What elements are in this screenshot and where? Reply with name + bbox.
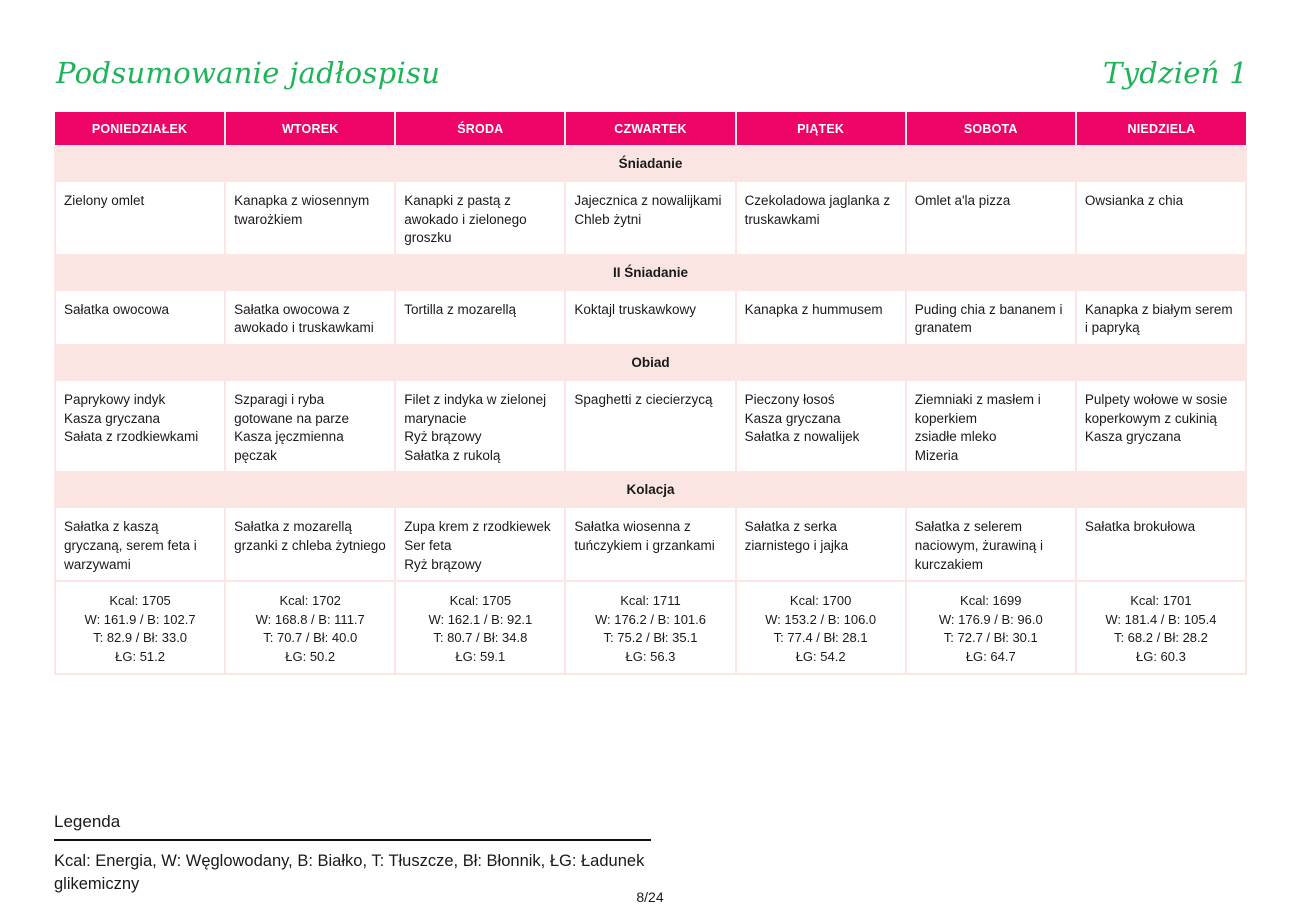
dish-line: zsiadłe mleko	[914, 429, 997, 445]
nutrition-line: Kcal: 1711	[620, 593, 681, 609]
dish-line: Kanapki z pastą z	[404, 193, 511, 208]
dish-line: Spaghetti z ciecierzycą	[574, 391, 713, 407]
dish-line: ziarnistego i jajka	[744, 537, 849, 553]
meal-cell	[395, 507, 565, 581]
legend-divider	[54, 839, 651, 841]
dish-line: kurczakiem	[914, 556, 983, 572]
dish-line: Kasza jęczmienna	[234, 429, 344, 445]
nutrition-line: Kcal: 1705	[449, 593, 512, 609]
dish-line: Chleb żytni	[574, 211, 642, 227]
meal-cell	[906, 181, 1076, 255]
dish-line: Sałatka brokułowa	[1084, 519, 1196, 535]
nutrition-line: T: 77.4 / Bł: 28.1	[773, 630, 868, 646]
nutrition-line: ŁG: 64.7	[965, 648, 1016, 664]
meal-cell	[225, 181, 395, 255]
meal-cell	[395, 181, 565, 255]
nutrition-totals-cell	[565, 581, 735, 673]
nutrition-line: ŁG: 54.2	[795, 648, 846, 664]
dish-line: Kasza gryczana	[64, 410, 161, 426]
nutrition-totals-cell	[736, 581, 906, 673]
meal-cell	[565, 380, 735, 472]
dish-line: Sałatka z selerem	[914, 519, 1022, 535]
dish-line: i papryką	[1084, 320, 1140, 336]
dish-line: Paprykowy indyk	[64, 391, 166, 407]
legend-title: Legenda	[54, 812, 121, 831]
dish-line: Zupa krem z rzodkiewek	[404, 519, 551, 535]
day-header: ŚRODA	[395, 112, 565, 146]
nutrition-totals-cell	[906, 581, 1076, 673]
dish-line: Kanapka z białym serem	[1084, 301, 1233, 317]
dish-line: granatem	[914, 320, 972, 336]
nutrition-line: ŁG: 60.3	[1135, 648, 1186, 664]
nutrition-line: Kcal: 1702	[279, 593, 341, 609]
meal-plan-table	[54, 112, 1247, 675]
meal-cell	[55, 380, 225, 472]
nutrition-totals-cell	[395, 581, 565, 673]
meal-cell	[736, 380, 906, 472]
nutrition-line: Kcal: 1700	[789, 593, 852, 609]
totals-row	[55, 581, 1246, 673]
dish-line: marynacie	[404, 410, 467, 426]
dish-line: tuńczykiem i grzankami	[574, 537, 715, 553]
nutrition-line: Kcal: 1699	[960, 593, 1022, 609]
meal-row	[55, 181, 1246, 255]
meal-section-row	[55, 255, 1246, 290]
meal-section-title: II Śniadanie	[55, 255, 1246, 290]
day-header: PIĄTEK	[736, 112, 906, 146]
nutrition-line: ŁG: 56.3	[625, 648, 676, 664]
dish-line: Kanapka z hummusem	[744, 301, 883, 317]
dish-line: Mizeria	[914, 447, 959, 463]
nutrition-line: Kcal: 1701	[1130, 593, 1192, 609]
meal-cell	[565, 181, 735, 255]
meal-cell	[225, 507, 395, 581]
dish-line: Sałatka z serka	[744, 519, 837, 535]
meal-cell	[1076, 380, 1246, 472]
meal-cell	[736, 181, 906, 255]
dish-line: pęczak	[234, 447, 277, 463]
dish-line: Pieczony łosoś	[744, 391, 835, 407]
dish-line: Ryż brązowy	[404, 429, 482, 445]
dish-line: Sałata z rzodkiewkami	[64, 429, 199, 445]
meal-cell	[565, 290, 735, 345]
dish-line: Ziemniaki z masłem i	[914, 391, 1041, 407]
meal-cell	[395, 380, 565, 472]
nutrition-line: T: 80.7 / Bł: 34.8	[433, 630, 528, 646]
dish-line: Sałatka owocowa	[64, 301, 170, 317]
dish-line: naciowym, żurawiną i	[914, 537, 1043, 553]
dish-line: grzanki z chleba żytniego	[234, 537, 386, 553]
nutrition-line: ŁG: 59.1	[455, 648, 506, 664]
nutrition-totals-cell	[55, 581, 225, 673]
meal-section-row	[55, 472, 1246, 507]
meal-cell	[906, 290, 1076, 345]
week-label: Tydzień 1	[1102, 56, 1248, 90]
dish-line: Koktajl truskawkowy	[574, 301, 696, 317]
dish-line: Jajecznica z nowalijkami	[574, 193, 722, 208]
dish-line: Ser feta	[404, 537, 452, 553]
nutrition-line: W: 176.2 / B: 101.6	[594, 611, 707, 627]
nutrition-totals-cell	[1076, 581, 1246, 673]
meal-row	[55, 290, 1246, 345]
page-title: Podsumowanie jadłospisu	[56, 56, 441, 90]
meal-cell	[55, 181, 225, 255]
dish-line: Szparagi i ryba	[234, 391, 325, 407]
nutrition-line: ŁG: 51.2	[115, 648, 165, 664]
dish-line: Owsianka z chia	[1084, 193, 1184, 208]
dish-line: Tortilla z mozarellą	[404, 301, 517, 317]
nutrition-line: W: 181.4 / B: 105.4	[1105, 611, 1217, 627]
meal-cell	[55, 290, 225, 345]
meal-plan-body	[55, 146, 1246, 674]
dish-line: awokado i zielonego	[404, 211, 527, 227]
dish-line: Kanapka z wiosennym	[234, 193, 370, 208]
dish-line: twarożkiem	[234, 211, 303, 227]
dish-line: Kasza gryczana	[744, 410, 841, 426]
meal-cell	[906, 380, 1076, 472]
meal-section-title: Kolacja	[55, 472, 1246, 507]
dish-line: Pulpety wołowe w sosie	[1084, 391, 1228, 407]
dish-line: Sałatka owocowa z	[234, 301, 350, 317]
meal-section-row	[55, 345, 1246, 380]
nutrition-line: W: 176.9 / B: 96.0	[938, 611, 1043, 627]
meal-cell	[55, 507, 225, 581]
meal-cell	[1076, 290, 1246, 345]
meal-section-title: Obiad	[55, 345, 1246, 380]
nutrition-line: T: 68.2 / Bł: 28.2	[1113, 630, 1208, 646]
dish-line: warzywami	[64, 556, 131, 572]
day-header: SOBOTA	[906, 112, 1076, 146]
dish-line: Ryż brązowy	[404, 556, 482, 572]
meal-row	[55, 507, 1246, 581]
meal-cell	[1076, 181, 1246, 255]
nutrition-line: T: 82.9 / Bł: 33.0	[93, 630, 188, 646]
nutrition-line: W: 168.8 / B: 111.7	[255, 611, 365, 627]
dish-line: koperkiem	[914, 410, 977, 426]
dish-line: awokado i truskawkami	[234, 320, 374, 336]
nutrition-line: W: 161.9 / B: 102.7	[84, 611, 196, 627]
dish-line: Puding chia z bananem i	[914, 301, 1063, 317]
dish-line: gotowane na parze	[234, 410, 349, 426]
dish-line: Sałatka z rukolą	[404, 447, 501, 463]
day-header: PONIEDZIAŁEK	[55, 112, 225, 146]
dish-line: Filet z indyka w zielonej	[404, 391, 547, 407]
dish-line: koperkowym z cukinią	[1084, 410, 1217, 426]
nutrition-line: T: 75.2 / Bł: 35.1	[603, 630, 698, 646]
dish-line: Zielony omlet	[64, 193, 145, 208]
day-header: WTOREK	[225, 112, 395, 146]
day-header: NIEDZIELA	[1076, 112, 1246, 146]
meal-cell	[736, 507, 906, 581]
dish-line: Sałatka z nowalijek	[744, 429, 860, 445]
dish-line: Czekoladowa jaglanka z	[744, 193, 891, 208]
meal-cell	[736, 290, 906, 345]
meal-section-row	[55, 146, 1246, 181]
nutrition-line: ŁG: 50.2	[285, 648, 336, 664]
meal-cell	[225, 380, 395, 472]
meal-cell	[906, 507, 1076, 581]
nutrition-totals-cell	[225, 581, 395, 673]
nutrition-line: T: 72.7 / Bł: 30.1	[943, 630, 1038, 646]
nutrition-line: Kcal: 1705	[109, 593, 171, 609]
meal-section-title: Śniadanie	[55, 146, 1246, 181]
dish-line: groszku	[404, 230, 452, 246]
dish-line: Sałatka z kaszą	[64, 519, 159, 535]
dish-line: Sałatka wiosenna z	[574, 519, 691, 535]
meal-row	[55, 380, 1246, 472]
dish-line: truskawkami	[744, 211, 820, 227]
meal-cell	[1076, 507, 1246, 581]
day-header-row	[55, 112, 1246, 146]
meal-cell	[565, 507, 735, 581]
dish-line: Sałatka z mozarellą	[234, 519, 352, 535]
page-number: 8/24	[636, 889, 664, 905]
meal-cell	[395, 290, 565, 345]
dish-line: gryczaną, serem feta i	[64, 537, 197, 553]
nutrition-line: W: 153.2 / B: 106.0	[765, 611, 877, 627]
nutrition-line: T: 70.7 / Bł: 40.0	[263, 630, 358, 646]
legend-text: Kcal: Energia, W: Węglowodany, B: Białko, T: Tłuszcze, Bł: Błonnik, ŁG: Ładunek glikemiczny	[54, 852, 645, 893]
day-header: CZWARTEK	[565, 112, 735, 146]
meal-cell	[225, 290, 395, 345]
nutrition-line: W: 162.1 / B: 92.1	[428, 611, 533, 627]
dish-line: Omlet a'la pizza	[914, 193, 1011, 208]
dish-line: Kasza gryczana	[1084, 429, 1181, 445]
